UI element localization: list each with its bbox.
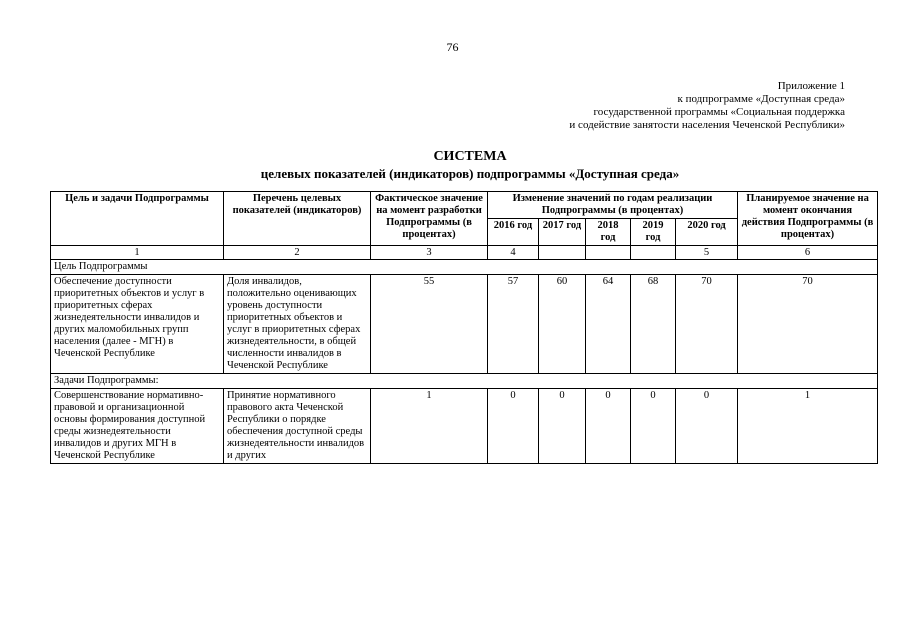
header-goal: Цель и задачи Подпрограммы	[51, 192, 224, 246]
header-changes: Изменение значений по годам реализации Подпрограммы (в процентах)	[488, 192, 738, 219]
indicator-cell: Принятие нормативного правового акта Чеченской Республики о порядке обеспечения доступной среды жизнедеятельности инвалидов и других	[224, 389, 371, 464]
year-value-cell: 70	[676, 275, 738, 374]
column-number: 6	[738, 246, 878, 260]
header-year: 2016 год	[488, 219, 539, 246]
header-actual: Фактическое значение на момент разработки Подпрограммы (в процентах)	[371, 192, 488, 246]
year-value-cell: 64	[586, 275, 631, 374]
planned-value-cell: 1	[738, 389, 878, 464]
year-value-cell: 0	[488, 389, 539, 464]
header-planned: Планируемое значение на момент окончания действия Подпрограммы (в процентах)	[738, 192, 878, 246]
header-year: 2019 год	[631, 219, 676, 246]
goal-cell: Обеспечение доступности приоритетных объектов и услуг в приоритетных сферах жизнедеятельности инвалидов и других маломобильных групп населения (далее - МГН) в Чеченской Республике	[51, 275, 224, 374]
document-subtitle: целевых показателей (индикаторов) подпрограммы «Доступная среда»	[260, 166, 680, 181]
header-indicators: Перечень целевых показателей (индикаторов)	[224, 192, 371, 246]
section-label: Цель Подпрограммы	[51, 260, 878, 275]
appendix-note	[569, 80, 845, 132]
table-row	[51, 275, 878, 374]
year-value-cell: 0	[539, 389, 586, 464]
column-number-empty	[539, 246, 586, 260]
indicators-table	[50, 191, 878, 464]
year-value-cell: 68	[631, 275, 676, 374]
appendix-line: Приложение 1	[777, 80, 845, 92]
section-label: Задачи Подпрограммы:	[51, 374, 878, 389]
column-number: 4	[488, 246, 539, 260]
section-row-goal	[51, 260, 878, 275]
appendix-line: и содействие занятости населения Чеченской Республики»	[569, 119, 845, 131]
actual-value-cell: 1	[371, 389, 488, 464]
planned-value-cell: 70	[738, 275, 878, 374]
section-row-tasks	[51, 374, 878, 389]
column-number-empty	[586, 246, 631, 260]
column-number-empty	[631, 246, 676, 260]
column-numbers-row	[51, 246, 878, 260]
year-value-cell: 0	[586, 389, 631, 464]
year-value-cell: 0	[676, 389, 738, 464]
goal-cell: Совершенствование нормативно-правовой и организационной основы формирования доступной среды жизнедеятельности инвалидов и других МГН в Чеченской Республике	[51, 389, 224, 464]
column-number: 2	[224, 246, 371, 260]
appendix-line: к подпрограмме «Доступная среда»	[677, 93, 845, 105]
year-value-cell: 60	[539, 275, 586, 374]
indicator-cell: Доля инвалидов, положительно оценивающих уровень доступности приоритетных объектов и услуг в приоритетных сферах жизнедеятельности, в общей численности инвалидов в Чеченской Республике	[224, 275, 371, 374]
year-value-cell: 57	[488, 275, 539, 374]
header-row	[51, 192, 878, 219]
column-number: 5	[676, 246, 738, 260]
actual-value-cell: 55	[371, 275, 488, 374]
header-year: 2017 год	[539, 219, 586, 246]
header-year: 2020 год	[676, 219, 738, 246]
document-title: СИСТЕМА	[433, 149, 507, 164]
table-row	[51, 389, 878, 464]
column-number: 3	[371, 246, 488, 260]
header-year: 2018 год	[586, 219, 631, 246]
appendix-line: государственной программы «Социальная поддержка	[593, 106, 845, 118]
column-number: 1	[51, 246, 224, 260]
year-value-cell: 0	[631, 389, 676, 464]
page-number: 76	[446, 40, 459, 54]
